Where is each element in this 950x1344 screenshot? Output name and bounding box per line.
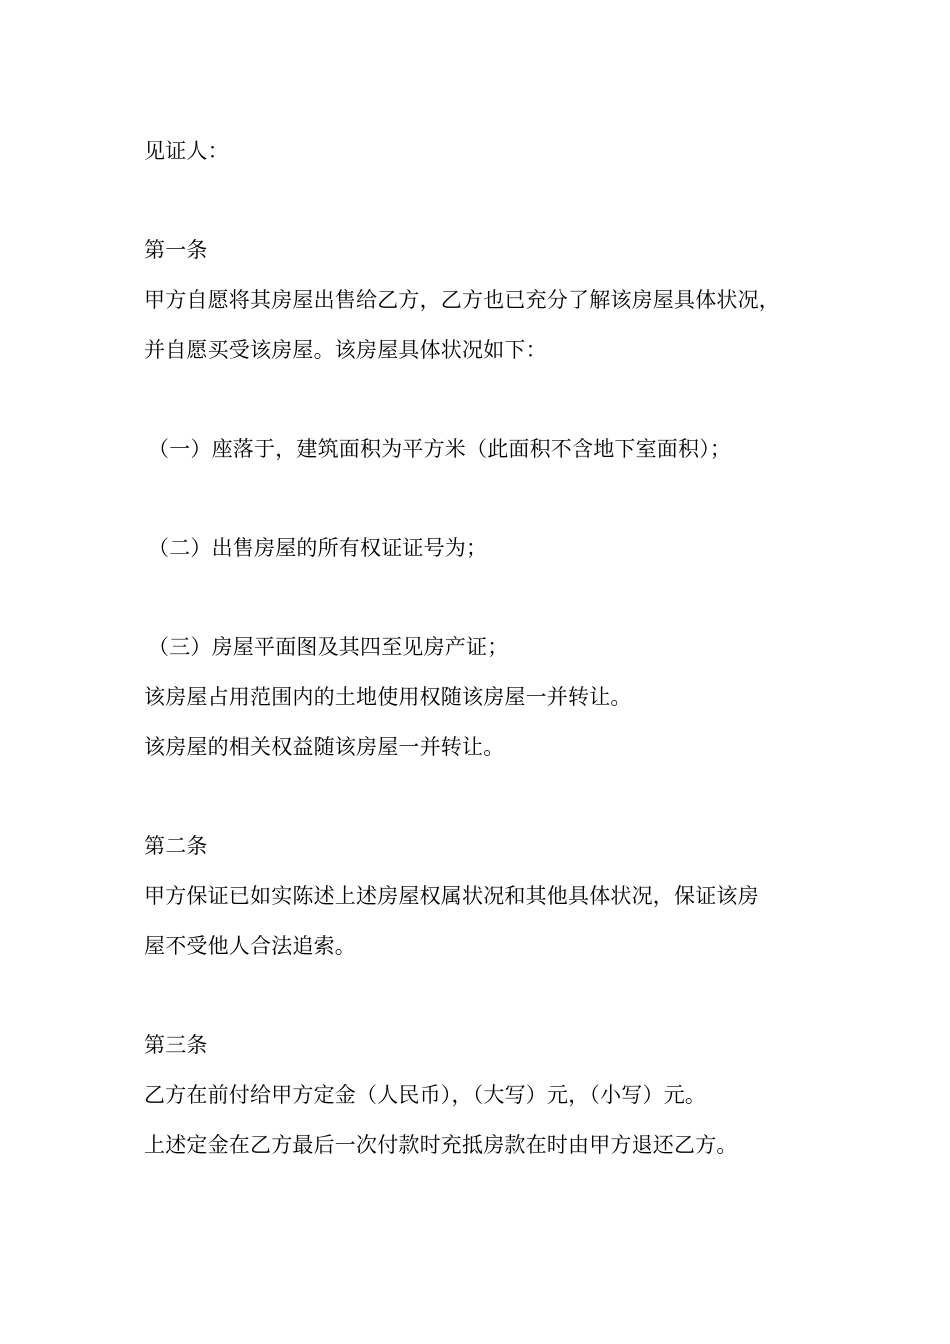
article-1-heading: 第一条 — [144, 238, 208, 262]
article-1-item-3: （三）房屋平面图及其四至见房产证； — [148, 635, 509, 659]
article-2-paragraph-line-2: 屋不受他人合法追索。 — [144, 934, 356, 958]
article-3-paragraph-line-1: 乙方在前付给甲方定金（人民币），（大写）元，（小写）元。 — [144, 1083, 707, 1107]
article-1-note-1: 该房屋占用范围内的土地使用权随该房屋一并转让。 — [144, 685, 632, 709]
article-2-heading: 第二条 — [144, 834, 208, 858]
article-3-heading: 第三条 — [144, 1033, 208, 1057]
article-1-note-2: 该房屋的相关权益随该房屋一并转让。 — [144, 735, 505, 759]
article-1-item-2: （二）出售房屋的所有权证证号为； — [148, 536, 488, 560]
article-3-paragraph-line-2: 上述定金在乙方最后一次付款时充抵房款在时由甲方退还乙方。 — [144, 1133, 738, 1157]
article-1-paragraph-line-1: 甲方自愿将其房屋出售给乙方，乙方也已充分了解该房屋具体状况， — [144, 288, 780, 312]
article-1-item-1: （一）座落于，建筑面积为平方米（此面积不含地下室面积）； — [148, 437, 732, 461]
article-2-paragraph-line-1: 甲方保证已如实陈述上述房屋权属状况和其他具体状况，保证该房 — [144, 884, 759, 908]
article-1-paragraph-line-2: 并自愿买受该房屋。该房屋具体状况如下： — [144, 338, 547, 362]
witness-label: 见证人： — [144, 139, 229, 163]
